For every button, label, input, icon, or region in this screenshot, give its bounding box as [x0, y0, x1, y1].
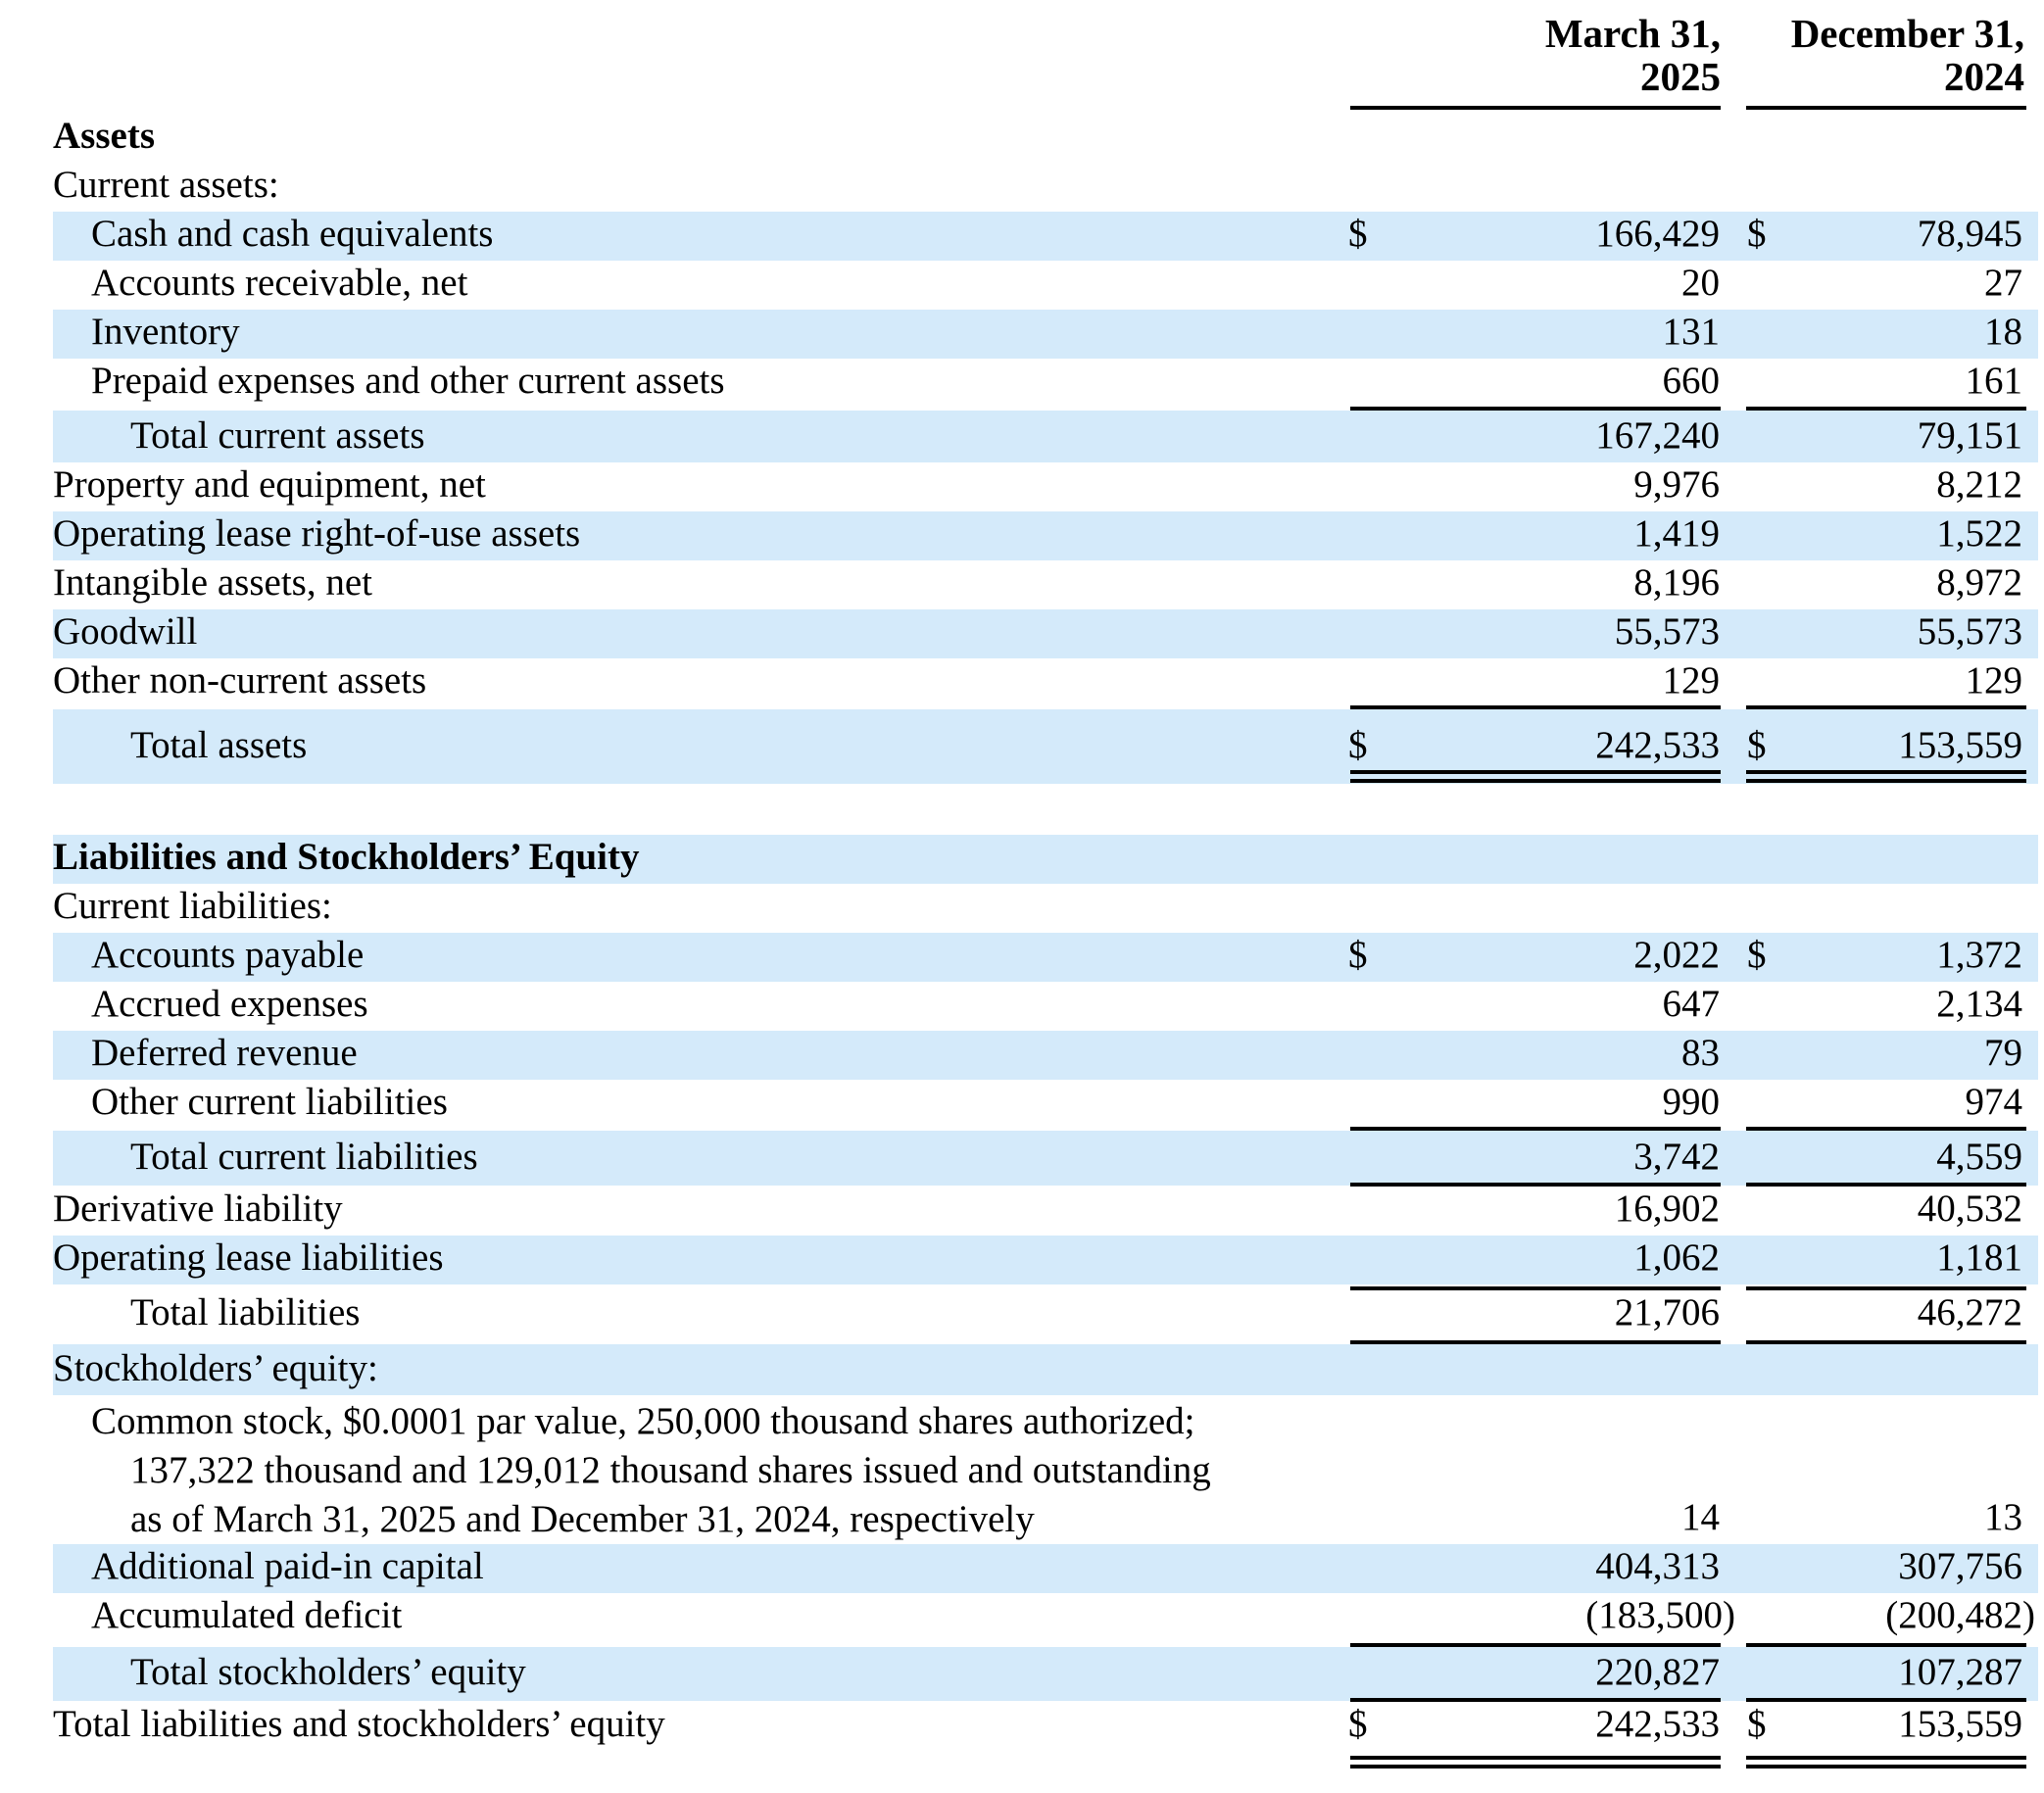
column-header-line2: 2025: [1640, 54, 1721, 99]
table-row: [0, 1495, 2044, 1544]
table-row: [0, 511, 2044, 560]
row-label: Total stockholders’ equity: [130, 1651, 526, 1693]
double-rule: [1746, 779, 2026, 783]
value-2024: 1,181: [1936, 1236, 2022, 1279]
table-row: [0, 462, 2044, 511]
row-label: Deferred revenue: [91, 1032, 358, 1074]
value-2025: 242,533: [1595, 1703, 1720, 1745]
value-2024: 153,559: [1898, 1703, 2022, 1745]
currency-symbol: $: [1348, 934, 1368, 976]
currency-symbol: $: [1747, 934, 1767, 976]
value-2025: (183,500): [1585, 1594, 1735, 1636]
assets-heading: Assets: [53, 115, 155, 157]
column-header-march-2025: [1352, 12, 1721, 98]
value-2025: 1,419: [1633, 512, 1720, 555]
value-2024: 1,372: [1936, 934, 2022, 976]
liabilities-heading: Liabilities and Stockholders’ Equity: [53, 836, 640, 878]
row-label: Derivative liability: [53, 1187, 343, 1230]
row-label: Total liabilities: [130, 1291, 361, 1333]
row-label: Other non-current assets: [53, 659, 427, 702]
row-label: Operating lease right-of-use assets: [53, 512, 581, 555]
table-row: [0, 1593, 2044, 1642]
value-2025: 9,976: [1633, 463, 1720, 506]
row-label: Operating lease liabilities: [53, 1236, 444, 1279]
value-2024: 8,212: [1936, 463, 2022, 506]
table-row: [0, 609, 2044, 658]
table-row: [0, 1080, 2044, 1129]
value-2025: 660: [1662, 360, 1720, 402]
current-liabilities-heading: Current liabilities:: [53, 885, 332, 927]
table-row: [0, 212, 2044, 261]
currency-symbol: $: [1348, 724, 1368, 766]
currency-symbol: $: [1747, 213, 1767, 255]
value-2025: 14: [1681, 1496, 1720, 1538]
value-2024: 79: [1984, 1032, 2022, 1074]
value-2024: 8,972: [1936, 561, 2022, 604]
value-2024: 13: [1984, 1496, 2022, 1538]
table-row: [0, 658, 2044, 707]
currency-symbol: $: [1348, 213, 1368, 255]
section-heading-assets: [0, 114, 2044, 163]
table-row: [0, 560, 2044, 609]
value-2024: 46,272: [1917, 1291, 2022, 1333]
table-row: [0, 1236, 2044, 1284]
value-2025: 131: [1662, 311, 1720, 353]
value-2025: 167,240: [1595, 414, 1720, 457]
value-2025: 166,429: [1595, 213, 1720, 255]
equity-heading: Stockholders’ equity:: [53, 1347, 378, 1389]
subheading-equity: [0, 1344, 2044, 1395]
value-2024: (200,482): [1885, 1594, 2035, 1636]
value-2025: 220,827: [1595, 1651, 1720, 1693]
table-row: [0, 1647, 2044, 1701]
header-underline: [1350, 106, 1721, 110]
double-rule: [1350, 770, 1721, 774]
value-2024: 79,151: [1917, 414, 2022, 457]
value-2025: 55,573: [1614, 610, 1720, 653]
row-label: Total current assets: [130, 414, 425, 457]
value-2024: 27: [1984, 262, 2022, 304]
subheading-current-assets: [0, 163, 2044, 212]
table-row: [0, 411, 2044, 462]
table-row: [0, 359, 2044, 408]
table-row: [0, 310, 2044, 359]
value-2025: 129: [1662, 659, 1720, 702]
row-label: Intangible assets, net: [53, 561, 372, 604]
value-2024: 55,573: [1917, 610, 2022, 653]
row-label: Prepaid expenses and other current assets: [91, 360, 725, 402]
currency-symbol: $: [1348, 1703, 1368, 1745]
row-label: Accounts receivable, net: [91, 262, 468, 304]
value-2024: 4,559: [1936, 1136, 2022, 1178]
value-2024: 78,945: [1917, 213, 2022, 255]
row-label: Accumulated deficit: [91, 1594, 403, 1636]
common-stock-line: Common stock, $0.0001 par value, 250,000 thousand shares authorized;: [91, 1400, 1195, 1442]
row-label: Goodwill: [53, 610, 198, 653]
row-label: Cash and cash equivalents: [91, 213, 494, 255]
column-header-line1: December 31,: [1790, 11, 2024, 56]
row-label: Inventory: [91, 311, 240, 353]
row-label: Total assets: [130, 724, 308, 766]
value-2024: 129: [1965, 659, 2022, 702]
column-header-december-2024: [1734, 12, 2024, 98]
common-stock-line: 137,322 thousand and 129,012 thousand shares issued and outstanding: [130, 1449, 1211, 1491]
value-2025: 83: [1681, 1032, 1720, 1074]
currency-symbol: $: [1747, 724, 1767, 766]
row-label: Total current liabilities: [130, 1136, 478, 1178]
value-2024: 307,756: [1898, 1545, 2022, 1587]
value-2024: 2,134: [1936, 983, 2022, 1025]
table-row: [0, 1544, 2044, 1593]
double-rule: [1350, 779, 1721, 783]
value-2025: 990: [1662, 1081, 1720, 1123]
column-header-line2: 2024: [1944, 54, 2024, 99]
value-2024: 40,532: [1917, 1187, 2022, 1230]
header-underline: [1746, 106, 2026, 110]
table-row: [0, 1031, 2044, 1080]
value-2024: 107,287: [1898, 1651, 2022, 1693]
value-2024: 18: [1984, 311, 2022, 353]
row-label: Total liabilities and stockholders’ equity: [53, 1703, 665, 1745]
subheading-current-liabilities: [0, 884, 2044, 933]
value-2025: 21,706: [1614, 1291, 1720, 1333]
value-2025: 8,196: [1633, 561, 1720, 604]
table-row: [0, 1290, 2044, 1339]
value-2024: 974: [1965, 1081, 2022, 1123]
value-2025: 3,742: [1633, 1136, 1720, 1178]
table-row: [0, 933, 2044, 982]
value-2025: 647: [1662, 983, 1720, 1025]
current-assets-heading: Current assets:: [53, 164, 279, 206]
common-stock-line: as of March 31, 2025 and December 31, 2024, respectively: [130, 1498, 1035, 1540]
column-header-line1: March 31,: [1544, 11, 1721, 56]
value-2025: 242,533: [1595, 724, 1720, 766]
table-row: [0, 1131, 2044, 1186]
row-label: Accounts payable: [91, 934, 365, 976]
table-row-total-assets: [0, 709, 2044, 784]
row-label: Property and equipment, net: [53, 463, 486, 506]
value-2025: 2,022: [1633, 934, 1720, 976]
value-2024: 161: [1965, 360, 2022, 402]
table-row: [0, 982, 2044, 1031]
value-2024: 1,522: [1936, 512, 2022, 555]
row-label: Accrued expenses: [91, 983, 368, 1025]
table-row: [0, 261, 2044, 310]
row-label: Additional paid-in capital: [91, 1545, 484, 1587]
currency-symbol: $: [1747, 1703, 1767, 1745]
value-2025: 1,062: [1633, 1236, 1720, 1279]
double-rule: [1746, 1765, 2026, 1769]
row-label: Other current liabilities: [91, 1081, 448, 1123]
double-rule: [1350, 1756, 1721, 1760]
value-2025: 20: [1681, 262, 1720, 304]
table-row-grand-total: [0, 1702, 2044, 1751]
value-2024: 153,559: [1898, 724, 2022, 766]
double-rule: [1746, 770, 2026, 774]
value-2025: 16,902: [1614, 1187, 1720, 1230]
double-rule: [1746, 1756, 2026, 1760]
value-2025: 404,313: [1595, 1545, 1720, 1587]
section-heading-liabilities: [0, 835, 2044, 884]
double-rule: [1350, 1765, 1721, 1769]
table-row: [0, 1187, 2044, 1236]
